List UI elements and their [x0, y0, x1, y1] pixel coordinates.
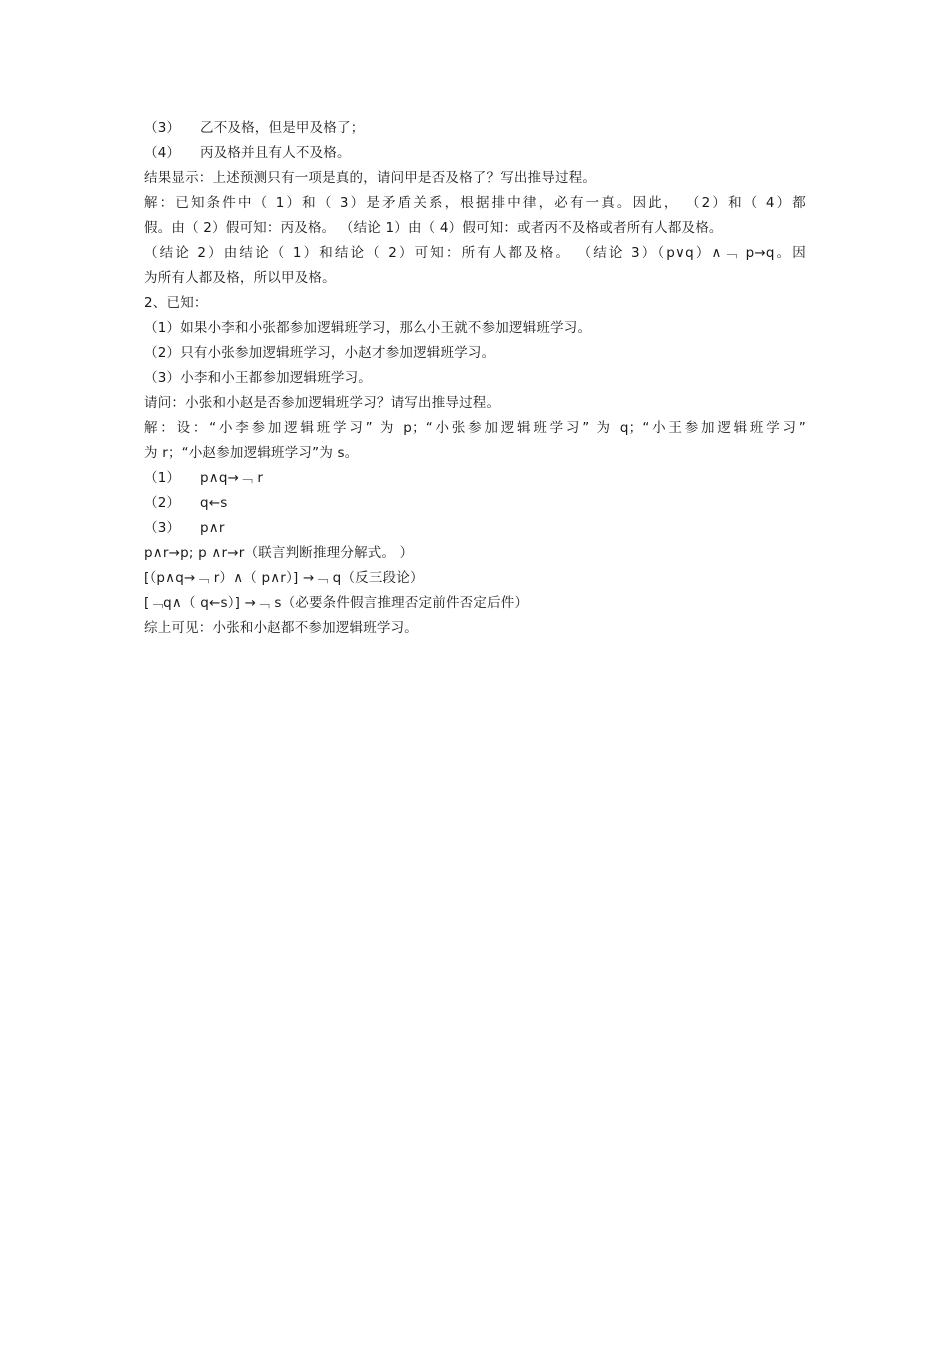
line-text: 乙不及格，但是甲及格了；: [200, 120, 365, 136]
solution-line-2: 假。由（ 2）假可知：丙及格。 （结论 1）由（ 4）假可知：或者丙不及格或者所有人都及格。: [144, 220, 723, 236]
prediction-3: [144, 116, 806, 141]
problem-2-heading: 2、已知：: [144, 295, 208, 311]
item-number: （3）: [144, 120, 181, 136]
definition-line-1: 解：设：“小李参加逻辑班学习” 为 p；“小张参加逻辑班学习” 为 q；“小王参加逻辑班学习”: [144, 420, 806, 436]
formula-text: p∧r: [200, 520, 225, 536]
item-number: （1）: [144, 470, 181, 486]
result-statement: 结果显示：上述预测只有一项是真的，请问甲是否及格了？写出推导过程。: [144, 170, 597, 186]
document-body: [144, 116, 806, 641]
formula-text: q←s: [200, 495, 228, 511]
premise-3: （3）小李和小王都参加逻辑班学习。: [144, 370, 372, 386]
conclusion: 综上可见：小张和小赵都不参加逻辑班学习。: [144, 620, 418, 636]
item-number: （3）: [144, 520, 181, 536]
definition-line-2: 为 r；“小赵参加逻辑班学习”为 s。: [144, 445, 359, 461]
item-number: （2）: [144, 495, 181, 511]
prediction-4: [144, 141, 806, 166]
solution-line-3: （结论 2）由结论（ 1）和结论（ 2）可知：所有人都及格。 （结论 3）（p∨q）∧﹁ p→q。因: [144, 245, 806, 261]
premise-2: （2）只有小张参加逻辑班学习，小赵才参加逻辑班学习。: [144, 345, 496, 361]
formula-2: [144, 491, 806, 516]
derivation-step-1: p∧r→p; p ∧r→r（联言判断推理分解式。 ）: [144, 545, 414, 561]
solution-line-1: 解：已知条件中（ 1）和（ 3）是矛盾关系，根据排中律，必有一真。因此， （2）和（ 4）都: [144, 195, 806, 211]
solution-line-4: 为所有人都及格，所以甲及格。: [144, 270, 336, 286]
derivation-step-3: [﹁q∧（ q←s）] →﹁ s（必要条件假言推理否定前件否定后件）: [144, 595, 529, 611]
question: 请问：小张和小赵是否参加逻辑班学习？请写出推导过程。: [144, 395, 501, 411]
derivation-step-2: [（p∧q→﹁ r）∧（ p∧r）] →﹁ q（反三段论）: [144, 570, 424, 586]
premise-1: （1）如果小李和小张都参加逻辑班学习，那么小王就不参加逻辑班学习。: [144, 320, 592, 336]
line-text: 丙及格并且有人不及格。: [200, 145, 351, 161]
formula-text: p∧q→﹁ r: [200, 470, 264, 486]
formula-3: [144, 516, 806, 541]
formula-1: [144, 466, 806, 491]
item-number: （4）: [144, 145, 181, 161]
